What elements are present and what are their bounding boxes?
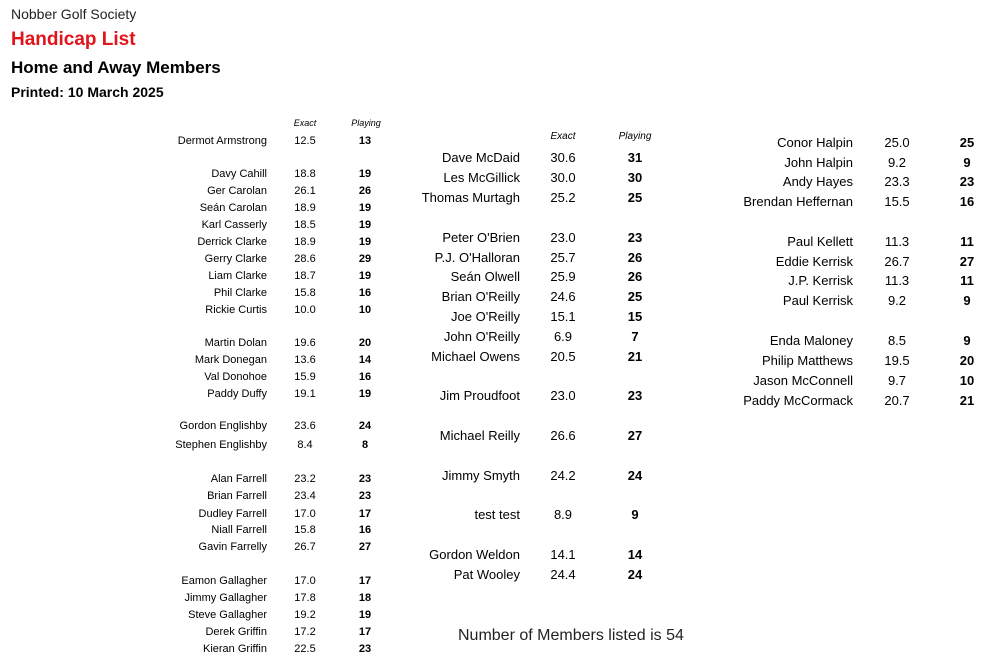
exact-handicap: 23.3 — [884, 174, 910, 189]
member-name: Seán Olwell — [450, 269, 520, 284]
playing-handicap: 7 — [631, 329, 639, 344]
printed-date — [11, 84, 168, 100]
exact-handicap: 10.0 — [294, 304, 316, 316]
playing-handicap: 19 — [358, 270, 372, 282]
member-name: Rickie Curtis — [205, 304, 267, 316]
exact-handicap: 22.5 — [294, 643, 316, 655]
exact-handicap: 23.0 — [550, 230, 576, 245]
member-name: J.P. Kerrisk — [788, 273, 853, 288]
exact-handicap: 6.9 — [553, 329, 573, 344]
exact-handicap: 24.4 — [550, 567, 576, 582]
exact-handicap: 17.2 — [294, 626, 316, 638]
playing-handicap: 16 — [358, 524, 372, 536]
playing-handicap: 16 — [358, 287, 372, 299]
exact-handicap: 17.0 — [294, 575, 316, 587]
playing-handicap: 15 — [627, 309, 643, 324]
exact-handicap: 23.4 — [294, 490, 316, 502]
exact-handicap: 13.6 — [294, 354, 316, 366]
member-name: Gavin Farrelly — [198, 541, 267, 553]
playing-handicap: 26 — [627, 269, 643, 284]
exact-handicap: 26.7 — [294, 541, 316, 553]
member-name: Steve Gallagher — [188, 609, 267, 621]
member-name: Phil Clarke — [213, 287, 267, 299]
playing-handicap: 16 — [959, 194, 975, 209]
printed-value: 10 March 2025 — [67, 84, 164, 100]
playing-handicap: 25 — [627, 289, 643, 304]
member-name: John Halpin — [784, 155, 853, 170]
playing-handicap: 19 — [358, 609, 372, 621]
playing-handicap: 9 — [963, 333, 971, 348]
playing-handicap: 14 — [358, 354, 372, 366]
printed-label: Printed: — [11, 84, 64, 100]
exact-handicap: 8.4 — [297, 439, 313, 451]
member-name: Joe O'Reilly — [451, 309, 520, 324]
exact-handicap: 9.2 — [887, 155, 907, 170]
member-name: Conor Halpin — [777, 135, 853, 150]
member-name: Eamon Gallagher — [181, 575, 267, 587]
exact-handicap: 18.9 — [294, 202, 316, 214]
playing-handicap: 11 — [960, 273, 974, 288]
exact-handicap: 18.8 — [294, 168, 316, 180]
playing-handicap: 23 — [358, 473, 372, 485]
playing-handicap: 19 — [358, 219, 372, 231]
playing-handicap: 17 — [358, 626, 372, 638]
member-name: Liam Clarke — [208, 270, 267, 282]
member-name: Paul Kerrisk — [782, 293, 853, 308]
member-name: Pat Wooley — [453, 567, 520, 582]
exact-handicap: 15.8 — [294, 524, 316, 536]
playing-handicap: 23 — [959, 174, 975, 189]
member-name: Gordon Weldon — [429, 547, 520, 562]
exact-handicap: 19.2 — [294, 609, 316, 621]
member-name: Seán Carolan — [199, 202, 267, 214]
exact-handicap: 24.2 — [550, 468, 576, 483]
member-name: Davy Cahill — [211, 168, 267, 180]
exact-handicap: 19.5 — [884, 353, 910, 368]
playing-handicap: 21 — [959, 393, 975, 408]
member-name: Ger Carolan — [207, 185, 267, 197]
playing-handicap: 9 — [963, 293, 971, 308]
exact-handicap: 15.1 — [550, 309, 576, 324]
playing-handicap: 19 — [358, 236, 372, 248]
member-name: Derek Griffin — [205, 626, 267, 638]
playing-handicap: 20 — [959, 353, 975, 368]
playing-handicap: 17 — [358, 508, 372, 520]
member-name: Mark Donegan — [194, 354, 267, 366]
playing-handicap: 29 — [358, 253, 372, 265]
member-name: Les McGillick — [443, 170, 520, 185]
exact-handicap: 18.5 — [294, 219, 316, 231]
playing-handicap: 23 — [358, 643, 372, 655]
exact-handicap: 25.7 — [550, 250, 576, 265]
playing-handicap: 30 — [627, 170, 643, 185]
playing-handicap: 20 — [358, 337, 372, 349]
member-name: Michael Owens — [431, 349, 520, 364]
playing-handicap: 19 — [358, 168, 372, 180]
exact-handicap: 14.1 — [550, 547, 576, 562]
exact-handicap: 8.9 — [553, 507, 573, 522]
exact-handicap: 28.6 — [294, 253, 316, 265]
page-subtitle: Home and Away Members — [11, 58, 221, 77]
playing-handicap: 19 — [358, 388, 372, 400]
playing-handicap: 25 — [627, 190, 643, 205]
member-name: Philip Matthews — [761, 353, 853, 368]
playing-header: Playing — [618, 131, 652, 142]
member-name: Stephen Englishby — [175, 439, 267, 451]
exact-handicap: 18.9 — [294, 236, 316, 248]
playing-handicap: 18 — [358, 592, 372, 604]
playing-handicap: 25 — [959, 135, 975, 150]
playing-handicap: 10 — [959, 373, 975, 388]
exact-handicap: 9.7 — [887, 373, 907, 388]
member-name: Martin Dolan — [204, 337, 267, 349]
exact-handicap: 18.7 — [294, 270, 316, 282]
exact-handicap: 23.2 — [294, 473, 316, 485]
exact-handicap: 19.1 — [294, 388, 316, 400]
member-name: Gordon Englishby — [179, 420, 267, 432]
exact-header: Exact — [550, 131, 576, 142]
member-name: Kieran Griffin — [203, 643, 267, 655]
member-name: Brendan Heffernan — [743, 194, 853, 209]
member-count: Number of Members listed is 54 — [458, 627, 684, 644]
exact-handicap: 20.7 — [884, 393, 910, 408]
member-name: Brian Farrell — [207, 490, 267, 502]
exact-header: Exact — [293, 118, 317, 128]
member-name: Jimmy Smyth — [442, 468, 520, 483]
playing-handicap: 27 — [627, 428, 643, 443]
member-name: test test — [474, 507, 520, 522]
playing-handicap: 21 — [627, 349, 643, 364]
member-name: Gerry Clarke — [204, 253, 267, 265]
playing-handicap: 13 — [358, 135, 372, 147]
exact-handicap: 26.1 — [294, 185, 316, 197]
member-name: Jason McConnell — [753, 373, 853, 388]
member-name: Niall Farrell — [211, 524, 267, 536]
exact-handicap: 19.6 — [294, 337, 316, 349]
exact-handicap: 25.9 — [550, 269, 576, 284]
exact-handicap: 30.0 — [550, 170, 576, 185]
exact-handicap: 20.5 — [550, 349, 576, 364]
playing-handicap: 27 — [959, 254, 975, 269]
society-name: Nobber Golf Society — [11, 6, 137, 22]
member-name: Paddy Duffy — [207, 388, 267, 400]
playing-handicap: 10 — [358, 304, 372, 316]
exact-handicap: 11.3 — [884, 234, 910, 249]
playing-handicap: 8 — [361, 439, 369, 451]
playing-handicap: 27 — [358, 541, 372, 553]
member-name: Val Donohoe — [204, 371, 267, 383]
playing-handicap: 26 — [358, 185, 372, 197]
playing-handicap: 23 — [358, 490, 372, 502]
exact-handicap: 26.7 — [884, 254, 910, 269]
exact-handicap: 17.0 — [294, 508, 316, 520]
page-title: Handicap List — [11, 29, 136, 50]
member-name: Alan Farrell — [210, 473, 267, 485]
playing-handicap: 9 — [631, 507, 639, 522]
member-name: Peter O'Brien — [442, 230, 520, 245]
member-name: Enda Maloney — [769, 333, 853, 348]
exact-handicap: 17.8 — [294, 592, 316, 604]
member-name: P.J. O'Halloran — [434, 250, 520, 265]
playing-header: Playing — [351, 118, 381, 128]
playing-handicap: 24 — [358, 420, 372, 432]
playing-handicap: 17 — [358, 575, 372, 587]
exact-handicap: 15.5 — [884, 194, 910, 209]
member-name: Michael Reilly — [439, 428, 520, 443]
exact-handicap: 9.2 — [887, 293, 907, 308]
exact-handicap: 30.6 — [550, 150, 576, 165]
exact-handicap: 23.0 — [550, 388, 576, 403]
playing-handicap: 19 — [358, 202, 372, 214]
member-name: Jimmy Gallagher — [184, 592, 267, 604]
member-name: Derrick Clarke — [197, 236, 267, 248]
exact-handicap: 25.2 — [550, 190, 576, 205]
exact-handicap: 12.5 — [294, 135, 316, 147]
playing-handicap: 24 — [627, 468, 643, 483]
member-name: Andy Hayes — [782, 174, 853, 189]
exact-handicap: 15.9 — [294, 371, 316, 383]
exact-handicap: 11.3 — [884, 273, 910, 288]
exact-handicap: 23.6 — [294, 420, 316, 432]
playing-handicap: 24 — [627, 567, 643, 582]
exact-handicap: 25.0 — [884, 135, 910, 150]
playing-handicap: 23 — [627, 388, 643, 403]
member-name: John O'Reilly — [443, 329, 520, 344]
exact-handicap: 8.5 — [887, 333, 907, 348]
exact-handicap: 15.8 — [294, 287, 316, 299]
member-name: Paul Kellett — [787, 234, 853, 249]
exact-handicap: 26.6 — [550, 428, 576, 443]
member-name: Dudley Farrell — [198, 508, 267, 520]
member-name: Karl Casserly — [201, 219, 267, 231]
playing-handicap: 9 — [963, 155, 971, 170]
playing-handicap: 26 — [627, 250, 643, 265]
member-name: Thomas Murtagh — [421, 190, 520, 205]
playing-handicap: 14 — [627, 547, 643, 562]
playing-handicap: 31 — [627, 150, 643, 165]
member-name: Eddie Kerrisk — [775, 254, 853, 269]
playing-handicap: 23 — [627, 230, 643, 245]
member-name: Brian O'Reilly — [441, 289, 520, 304]
member-name: Paddy McCormack — [743, 393, 853, 408]
member-name: Jim Proudfoot — [439, 388, 520, 403]
playing-handicap: 16 — [358, 371, 372, 383]
playing-handicap: 11 — [960, 234, 974, 249]
exact-handicap: 24.6 — [550, 289, 576, 304]
member-name: Dermot Armstrong — [177, 135, 267, 147]
member-name: Dave McDaid — [441, 150, 520, 165]
